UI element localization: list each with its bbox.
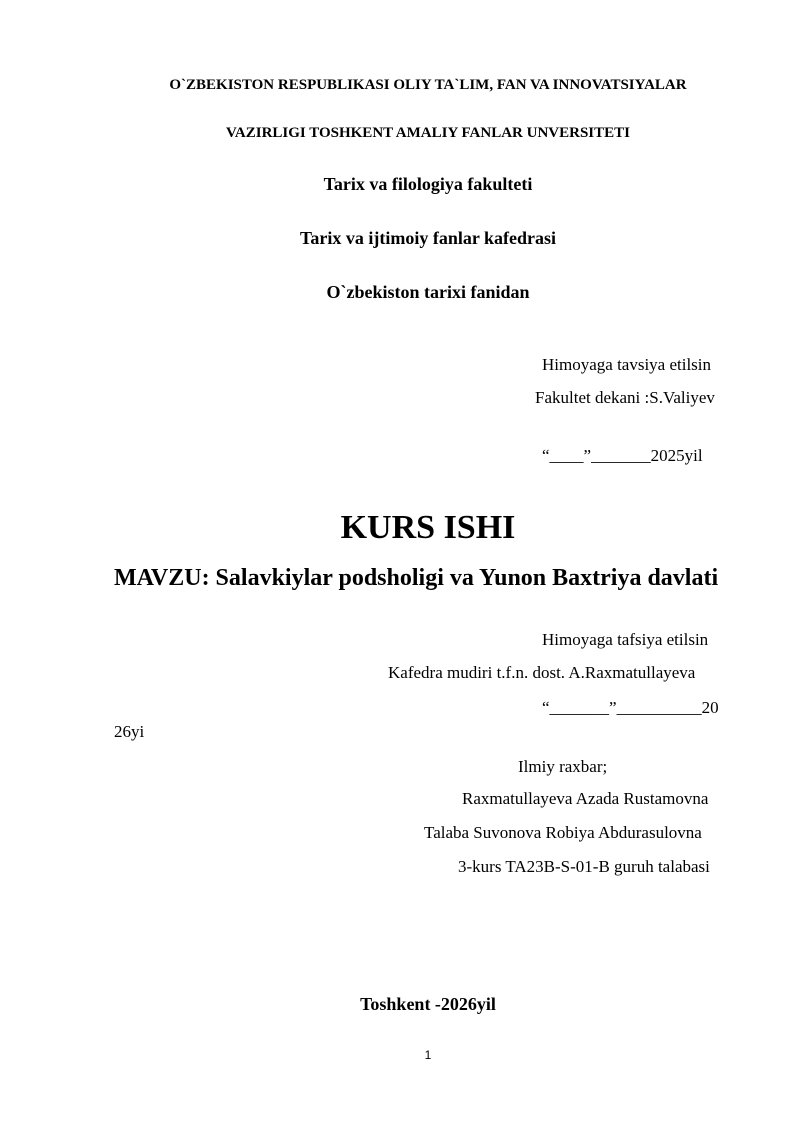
supervisor-label: Ilmiy raxbar; bbox=[518, 757, 608, 776]
dean-date: “____”_______2025yil bbox=[542, 446, 703, 465]
subject-name: O`zbekiston tarixi fanidan bbox=[326, 282, 530, 302]
student-name: Talaba Suvonova Robiya Abdurasulovna bbox=[424, 823, 702, 842]
dean-name: Fakultet dekani :S.Valiyev bbox=[535, 388, 715, 407]
head-date-line-2: 26yi bbox=[114, 722, 145, 741]
ministry-line-1: O`ZBEKISTON RESPUBLIKASI OLIY TA`LIM, FAN VA INNOVATSIYALAR bbox=[169, 77, 687, 93]
page-number: 1 bbox=[424, 1048, 432, 1062]
place-year: Toshkent -2026yil bbox=[360, 994, 496, 1014]
document-title: KURS ISHI bbox=[340, 509, 516, 546]
ministry-line-2: VAZIRLIGI TOSHKENT AMALIY FANLAR UNVERSITETI bbox=[226, 125, 630, 141]
faculty-name: Tarix va filologiya fakulteti bbox=[323, 174, 533, 194]
head-approval-line: Himoyaga tafsiya etilsin bbox=[542, 630, 709, 649]
student-group: 3-kurs TA23B-S-01-B guruh talabasi bbox=[458, 857, 710, 876]
supervisor-name: Raxmatullayeva Azada Rustamovna bbox=[462, 789, 709, 808]
head-name: Kafedra mudiri t.f.n. dost. A.Raxmatullayeva bbox=[388, 663, 696, 682]
dean-approval-line: Himoyaga tavsiya etilsin bbox=[542, 355, 712, 374]
department-name: Tarix va ijtimoiy fanlar kafedrasi bbox=[300, 228, 556, 248]
head-date-line-1: “_______”__________20 bbox=[542, 698, 719, 717]
topic-title: MAVZU: Salavkiylar podsholigi va Yunon Baxtriya davlati bbox=[114, 565, 719, 591]
